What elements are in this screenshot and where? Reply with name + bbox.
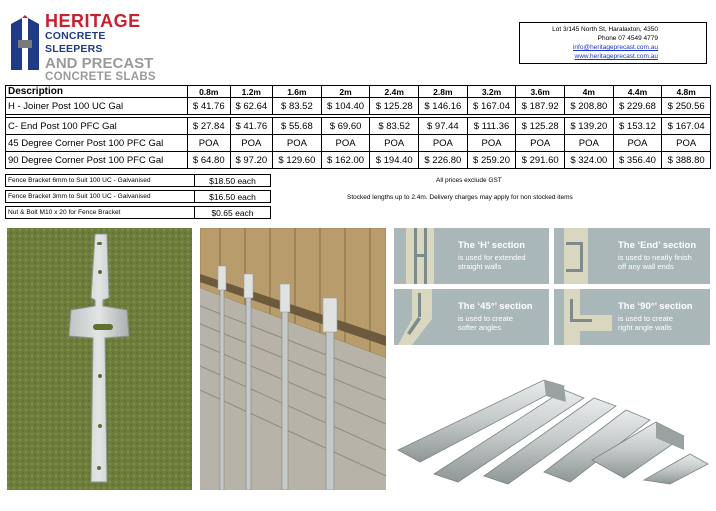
section-end-desc-1: is used to neatly finish: [618, 253, 692, 262]
price-cell: $ 194.40: [370, 152, 419, 169]
price-cell: $ 27.84: [188, 118, 231, 135]
section-end-panel: [554, 228, 710, 284]
section-90-desc-1: is used to create: [618, 314, 674, 323]
h-section-icon: [400, 228, 444, 284]
row-name: C- End Post 100 PFC Gal: [6, 118, 188, 135]
bracket-price: $0.65 each: [195, 206, 271, 219]
bracket-price: $18.50 each: [195, 174, 271, 187]
price-cell: $ 41.76: [230, 118, 273, 135]
section-45-title: The ‘45°’ section: [458, 301, 533, 312]
price-cell: $ 41.76: [188, 98, 231, 115]
section-h-desc-2: straight walls: [458, 262, 502, 271]
brand-line3: AND PRECAST: [45, 55, 154, 72]
header-3-2m: 3.2m: [467, 86, 516, 98]
header-1-6m: 1.6m: [273, 86, 322, 98]
header-4-4m: 4.4m: [613, 86, 662, 98]
price-cell: $ 187.92: [516, 98, 565, 115]
header-2m: 2m: [321, 86, 370, 98]
price-cell: $ 250.56: [662, 98, 711, 115]
section-h-title: The ‘H’ section: [458, 240, 526, 251]
price-cell: $ 208.80: [565, 98, 614, 115]
section-45-desc-2: softer angles: [458, 323, 501, 332]
section-45-desc-1: is used to create: [458, 314, 514, 323]
section-end-title: The ‘End’ section: [618, 240, 697, 251]
contact-website-link[interactable]: www.heritageprecast.com.au: [574, 53, 658, 60]
bracket-label: Fence Bracket 6mm to Suit 100 UC - Galvanised: [5, 174, 195, 187]
bracket-label: Nut & Bolt M10 x 20 for Fence Bracket: [5, 206, 195, 219]
contact-email-link[interactable]: info@heritageprecast.com.au: [572, 44, 658, 51]
price-table: [5, 85, 711, 169]
section-h-desc-1: is used for extended: [458, 253, 526, 262]
bracket-price: $16.50 each: [195, 190, 271, 203]
price-cell: $ 64.80: [188, 152, 231, 169]
bracket-label: Fence Bracket 3mm to Suit 100 UC - Galvanised: [5, 190, 195, 203]
section-90-title: The ‘90°’ section: [618, 301, 693, 312]
price-cell: $ 388.80: [662, 152, 711, 169]
price-cell: $ 167.04: [467, 98, 516, 115]
row-name: H - Joiner Post 100 UC Gal: [6, 98, 188, 115]
row-name: 45 Degree Corner Post 100 PFC Gal: [6, 135, 188, 152]
company-logo: [8, 11, 158, 83]
price-cell: POA: [321, 135, 370, 152]
price-cell: $ 97.44: [419, 118, 468, 135]
table-row-45-corner: [6, 135, 711, 152]
price-cell: $ 229.68: [613, 98, 662, 115]
price-cell: $ 97.20: [230, 152, 273, 169]
steel-posts-photo: [394, 350, 710, 485]
sleeper-wall-photo: [200, 228, 386, 490]
header-1-2m: 1.2m: [230, 86, 273, 98]
90-degree-section-icon: [556, 289, 612, 345]
contact-phone: Phone 07 4549 4779: [597, 35, 658, 42]
steel-posts-image: [394, 350, 710, 485]
table-header-row: [6, 86, 711, 98]
logo-text: [45, 12, 158, 84]
fence-bracket-photo: [7, 228, 192, 490]
price-cell: POA: [419, 135, 468, 152]
price-cell: $ 111.36: [467, 118, 516, 135]
header-2-8m: 2.8m: [419, 86, 468, 98]
header-2-4m: 2.4m: [370, 86, 419, 98]
header-3-6m: 3.6m: [516, 86, 565, 98]
price-cell: $ 62.64: [230, 98, 273, 115]
price-cell: POA: [613, 135, 662, 152]
table-row-90-corner: [6, 152, 711, 169]
price-cell: POA: [467, 135, 516, 152]
price-cell: $ 146.16: [419, 98, 468, 115]
section-90-desc-2: right angle walls: [618, 323, 672, 332]
price-cell: $ 125.28: [370, 98, 419, 115]
price-cell: $ 291.60: [516, 152, 565, 169]
section-end-desc-2: off any wall ends: [618, 262, 674, 271]
price-cell: POA: [516, 135, 565, 152]
contact-box: [519, 22, 707, 64]
section-h-panel: [394, 228, 549, 284]
price-cell: $ 226.80: [419, 152, 468, 169]
brand-line1: HERITAGE: [45, 11, 141, 31]
section-90-panel: [554, 289, 710, 345]
section-45-panel: [394, 289, 549, 345]
price-cell: $ 139.20: [565, 118, 614, 135]
row-name: 90 Degree Corner Post 100 PFC Gal: [6, 152, 188, 169]
price-cell: $ 129.60: [273, 152, 322, 169]
price-cell: POA: [230, 135, 273, 152]
price-cell: POA: [188, 135, 231, 152]
gst-note: All prices exclude GST: [436, 177, 502, 184]
price-cell: $ 259.20: [467, 152, 516, 169]
45-degree-section-icon: [398, 289, 448, 345]
sleeper-wall-image: [200, 228, 386, 490]
price-cell: $ 83.52: [273, 98, 322, 115]
price-cell: $ 162.00: [321, 152, 370, 169]
brand-line2: CONCRETE SLEEPERS: [45, 30, 106, 55]
price-cell: POA: [565, 135, 614, 152]
header-4-8m: 4.8m: [662, 86, 711, 98]
contact-address: Lot 3/145 North St, Haralaxton, 4350: [552, 26, 658, 33]
price-cell: $ 55.68: [273, 118, 322, 135]
price-cell: POA: [273, 135, 322, 152]
header-0-8m: 0.8m: [188, 86, 231, 98]
price-cell: $ 153.12: [613, 118, 662, 135]
header-4m: 4m: [565, 86, 614, 98]
table-row-c-end: [6, 118, 711, 135]
price-cell: $ 104.40: [321, 98, 370, 115]
brand-line4: CONCRETE SLABS: [45, 71, 156, 83]
price-cell: $ 69.60: [321, 118, 370, 135]
price-cell: $ 167.04: [662, 118, 711, 135]
end-section-icon: [558, 228, 602, 284]
price-cell: POA: [370, 135, 419, 152]
stock-note: Stocked lengths up to 2.4m. Delivery charges may apply for non stocked items: [347, 194, 573, 201]
price-cell: $ 83.52: [370, 118, 419, 135]
price-cell: $ 356.40: [613, 152, 662, 169]
header-description: Description: [6, 86, 188, 98]
price-cell: $ 324.00: [565, 152, 614, 169]
price-cell: POA: [662, 135, 711, 152]
table-row-h-joiner: [6, 98, 711, 115]
fence-bracket-image: [7, 228, 192, 490]
price-cell: $ 125.28: [516, 118, 565, 135]
heritage-logo-icon: [8, 14, 42, 72]
